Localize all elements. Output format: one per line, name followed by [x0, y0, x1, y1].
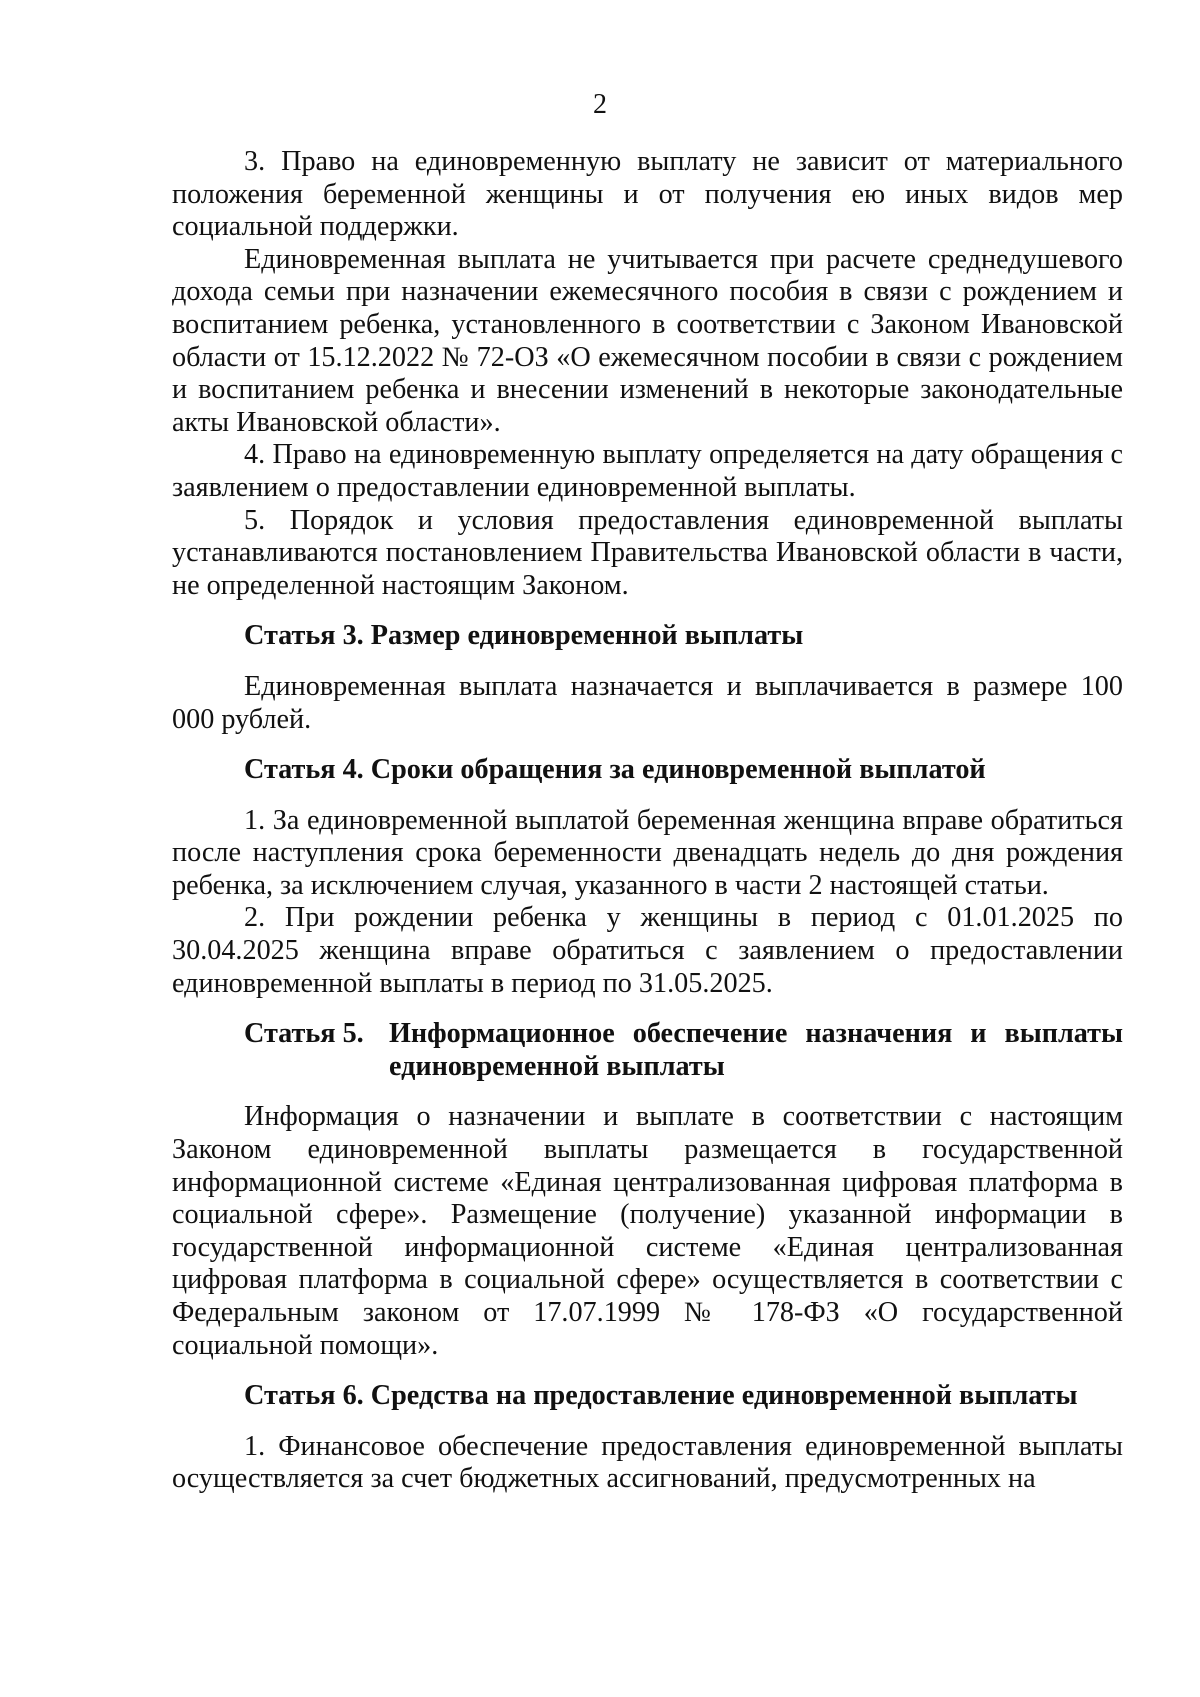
paragraph-article2-part3: 3. Право на единовременную выплату не зависит от материального положения беременной женщины и от получения ею иных видов мер социальной поддержки.: [172, 146, 1123, 243]
document-body: [172, 146, 1123, 1496]
paragraph-article3: Единовременная выплата назначается и выплачивается в размере 100 000 рублей.: [172, 670, 1123, 735]
paragraph-article2-part5: 5. Порядок и условия предоставления единовременной выплаты устанавливаются постановлением Правительства Ивановской области в части, не определенной настоящим Законом.: [172, 504, 1123, 601]
article-6-heading: Статья 6. Средства на предоставление единовременной выплаты: [244, 1380, 1078, 1412]
paragraph-article5: Информация о назначении и выплате в соответствии с настоящим Законом единовременной выплаты размещается в государственной информационной системе «Единая централизованная цифровая платформа в социальной сфере». Размещение (получение) указанной информации в государственной информационной системе «Единая централизованная цифровая платформа в социальной сфере» осуществляется в соответствии с Федеральным законом от 17.07.1999 № 178-ФЗ «О государственной социальной помощи».: [172, 1101, 1123, 1361]
paragraph-article6-part1: 1. Финансовое обеспечение предоставления единовременной выплаты осуществляется за счет бюджетных ассигнований, предусмотренных на: [172, 1430, 1123, 1495]
paragraph-article4-part1: 1. За единовременной выплатой беременная женщина вправе обратиться после наступления срока беременности двенадцать недель до дня рождения ребенка, за исключением случая, указанного в части 2 настоящей статьи.: [172, 804, 1123, 901]
paragraph-article2-part3-cont: Единовременная выплата не учитывается при расчете среднедушевого дохода семьи при назначении ежемесячного пособия в связи с рождением и воспитанием ребенка, установленного в соответствии с Законом Ивановской области от 15.12.2022 № 72-ОЗ «О ежемесячном пособии в связи с рождением и воспитанием ребенка и внесении изменений в некоторые законодательные акты Ивановской области».: [172, 243, 1123, 438]
article-4-heading: Статья 4. Сроки обращения за единовременной выплатой: [244, 754, 986, 786]
article-5-number: Статья 5.: [244, 1018, 364, 1050]
article-5-heading: [172, 1018, 1123, 1083]
page-number: 2: [593, 89, 607, 120]
article-3-heading: Статья 3. Размер единовременной выплаты: [244, 620, 804, 652]
paragraph-article2-part4: 4. Право на единовременную выплату определяется на дату обращения с заявлением о предоставлении единовременной выплаты.: [172, 439, 1123, 503]
article-5-title: Информационное обеспечение назначения и выплаты единовременной выплаты: [389, 1018, 1123, 1082]
paragraph-article4-part2: 2. При рождении ребенка у женщины в период с 01.01.2025 по 30.04.2025 женщина вправе обратиться с заявлением о предоставлении единовременной выплаты в период по 31.05.2025.: [172, 902, 1123, 999]
